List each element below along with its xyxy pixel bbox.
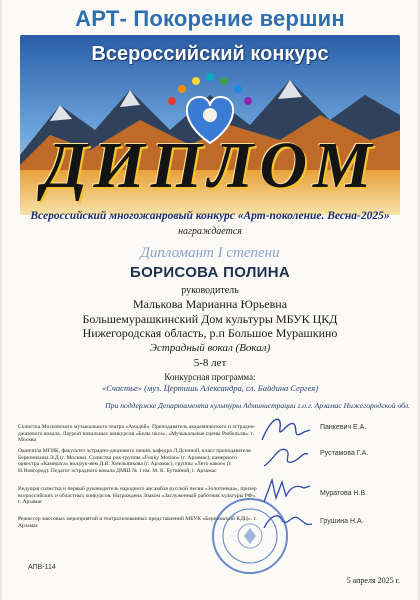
contest-series-title: АРТ- Покорение вершин <box>75 6 345 31</box>
region-name: Нижегородская область, р.п Большое Мурашкино <box>82 326 338 340</box>
support-line: При поддержке Департамента культуры Администрации г.о.г. Арзамас Нижегородской обл. <box>105 401 410 410</box>
age-group: 5-8 лет <box>193 357 227 369</box>
signature-icon <box>258 440 314 474</box>
leader-label: руководитель <box>181 285 239 296</box>
diploma-code: АПВ-114 <box>28 564 56 571</box>
program-label: Конкурсная программа: <box>164 372 256 382</box>
jury-bio: Окончила МГИК, факультет эстрадно-джазового пения, кафедра Л.Дсенной, класс преподавателя Березинкина Э.Д (г. Москва). Солистка рок-группы «Funky Motion» (г. Арзамас), камерного оркестра «Камерата» вол.рук-вем Д.В. Хмельникова (г. Арзамас), группы «Лето какое» (г. Н.Новгород). Педагог эстрадного вокала ДМШ № 1 им. М. К. Бутвиной, г. Арзамас <box>18 448 251 474</box>
jury-name: Муратова Н.В. <box>320 490 368 497</box>
leader-name: Малькова Марианна Юрьевна <box>132 297 288 311</box>
program-item: «Счастье» (муз. Цертишь Александра, сл. Байдина Сергея) <box>101 383 319 393</box>
document-title: ДИПЛОМ <box>42 129 378 202</box>
jury-bio: Ведущая солистка и первый руководитель народного ансамбля русской песни «Золотинкаа», призер всероссийских и областных конкурсов. Награждена Знаком «Заслуженный работник культуры РФ». г. Арзамас <box>18 486 257 506</box>
contest-label: Всероссийский конкурс <box>91 43 329 65</box>
award-degree: Дипломант I степени <box>140 245 280 261</box>
jury-name: Грушина Н.А. <box>320 518 364 525</box>
jury-bio: Солистка Московского музыкального театра «Амадей». Преподаватель академического и эстрадно-джазового вокала. Лауреат вокальных конкурсов «Белы чоса», «Музыкальные сцены Рюбельля». г. Москва <box>18 424 256 444</box>
awarded-label: награждается <box>178 226 242 237</box>
nomination: Эстрадный вокал (Вокал) <box>149 342 271 354</box>
contest-name: Всероссийский многожанровый конкурс «Арт-поколение. Весна-2025» <box>30 210 390 222</box>
jury-bio: Режиссер массовых мероприятий и театрализованных представлений МБУК «Березовский КДЦ». г. Арзамас <box>18 516 257 529</box>
issue-date: 5 апреля 2025 г. <box>346 576 400 585</box>
jury-name: Рустамова Г.А. <box>320 450 369 457</box>
organization-name: Большемурашкинский Дом культуры МБУК ЦКД <box>82 312 338 326</box>
recipient-name: БОРИСОВА ПОЛИНА <box>130 264 290 281</box>
jury-name: Панкевич Е.А. <box>320 424 367 431</box>
official-stamp-icon <box>210 496 290 576</box>
diploma-sheet <box>2 0 418 600</box>
